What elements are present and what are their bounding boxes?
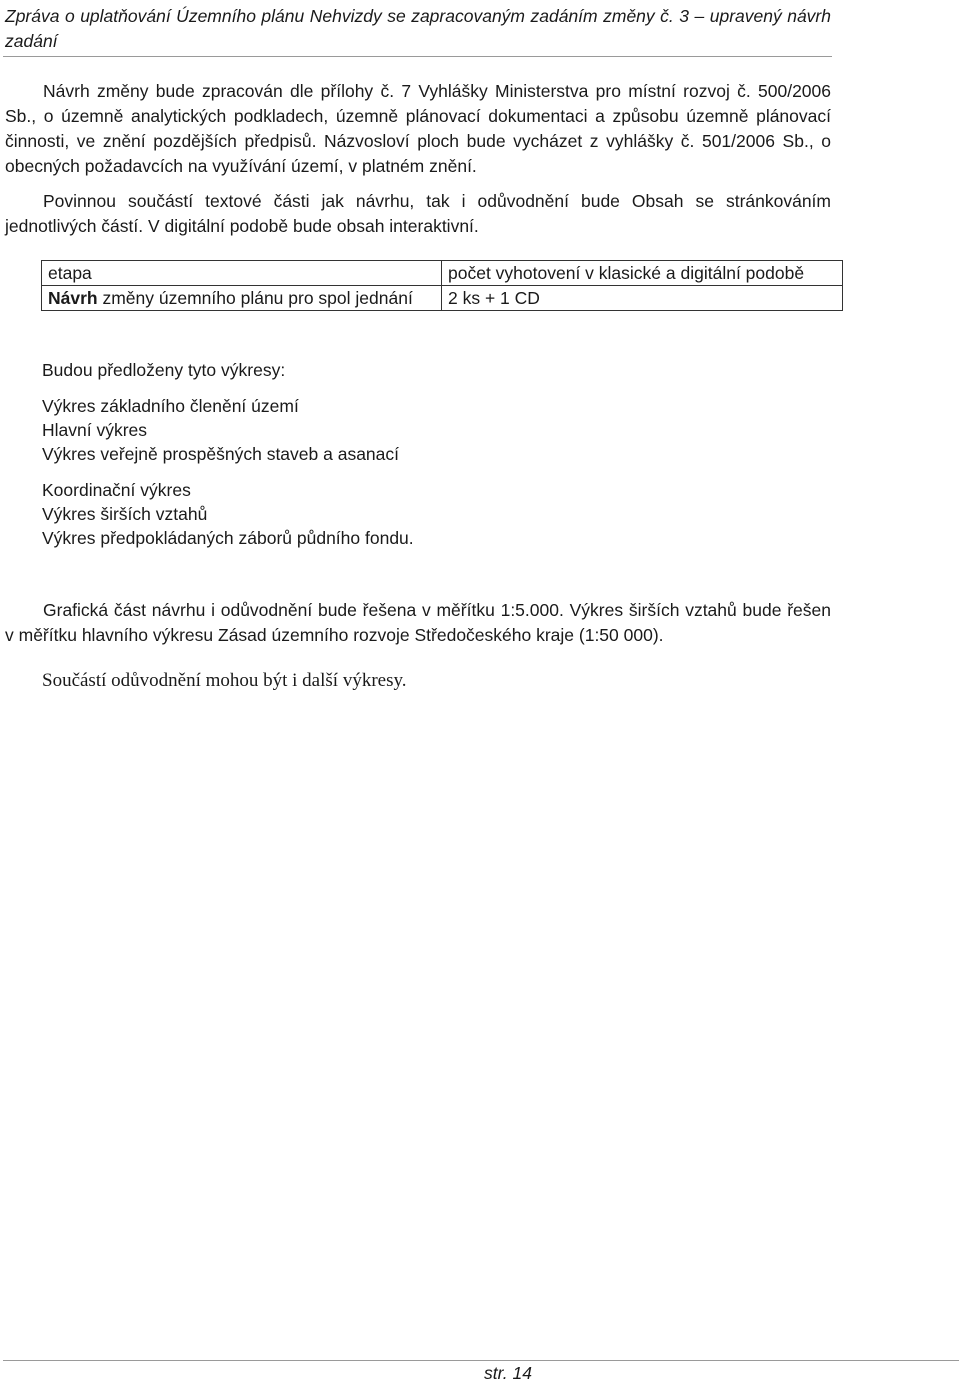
footer-divider bbox=[3, 1360, 959, 1361]
list-item: Výkres veřejně prospěšných staveb a asanací bbox=[42, 444, 399, 464]
paragraph-template-requirements bbox=[5, 79, 831, 179]
list-item: Výkres základního členění území bbox=[42, 396, 299, 416]
page-number: str. 14 bbox=[484, 1363, 532, 1383]
drawings-intro: Budou předloženy tyto výkresy: bbox=[42, 360, 286, 380]
table-cell-copies: 2 ks + 1 CD bbox=[442, 286, 843, 311]
table-cell-stage bbox=[42, 286, 442, 311]
copies-table bbox=[41, 260, 843, 311]
list-item: Hlavní výkres bbox=[42, 420, 148, 440]
table-header-cell: počet vyhotovení v klasické a digitální podobě bbox=[442, 261, 843, 286]
paragraph-contents-requirement: Povinnou součástí textové části jak návrhu, tak i odůvodnění bude Obsah se stránkováním jednotlivých částí. V digitální podobě bude obsah interaktivní. bbox=[5, 191, 831, 236]
table-row bbox=[42, 261, 843, 286]
stage-rest: změny územního plánu pro spol jednání bbox=[97, 288, 413, 308]
header-divider bbox=[3, 56, 832, 57]
table-header-cell: etapa bbox=[42, 261, 442, 286]
paragraph-part-3: , o obecných požadavcích na využívání území, v platném znění. bbox=[5, 131, 831, 176]
page-header: Zpráva o uplatňování Územního plánu Nehvizdy se zapracovaným zadáním změny č. 3 – upravený návrh zadání bbox=[5, 6, 831, 51]
extra-drawings-note: Součástí odůvodnění mohou být i další výkresy. bbox=[42, 670, 407, 691]
table-row bbox=[42, 286, 843, 311]
stage-bold: Návrh bbox=[48, 288, 98, 308]
list-item: Výkres předpokládaných záborů půdního fondu. bbox=[42, 528, 414, 548]
paragraph-part-2: , o územně analytických podkladech, územně plánovací dokumentaci a způsobu územně plánovací činnosti, ve znění pozdějších předpisů. Názvosloví ploch bude vycházet z vyhlášky č. 501/2006 Sb. bbox=[5, 106, 831, 151]
list-item: Výkres širších vztahů bbox=[42, 504, 208, 524]
paragraph-graphic-part: Grafická část návrhu i odůvodnění bude řešena v měřítku 1:5.000. Výkres širších vztahů bude řešen v měřítku hlavního výkresu Zásad územního rozvoje Středočeského kraje (1:50 000). bbox=[5, 600, 831, 645]
paragraph-part-1: Návrh změny bude zpracován dle přílohy č. 7 Vyhlášky Ministerstva pro místní rozvoj č. 500/2006 Sb. bbox=[5, 81, 831, 126]
list-item: Koordinační výkres bbox=[42, 480, 191, 500]
